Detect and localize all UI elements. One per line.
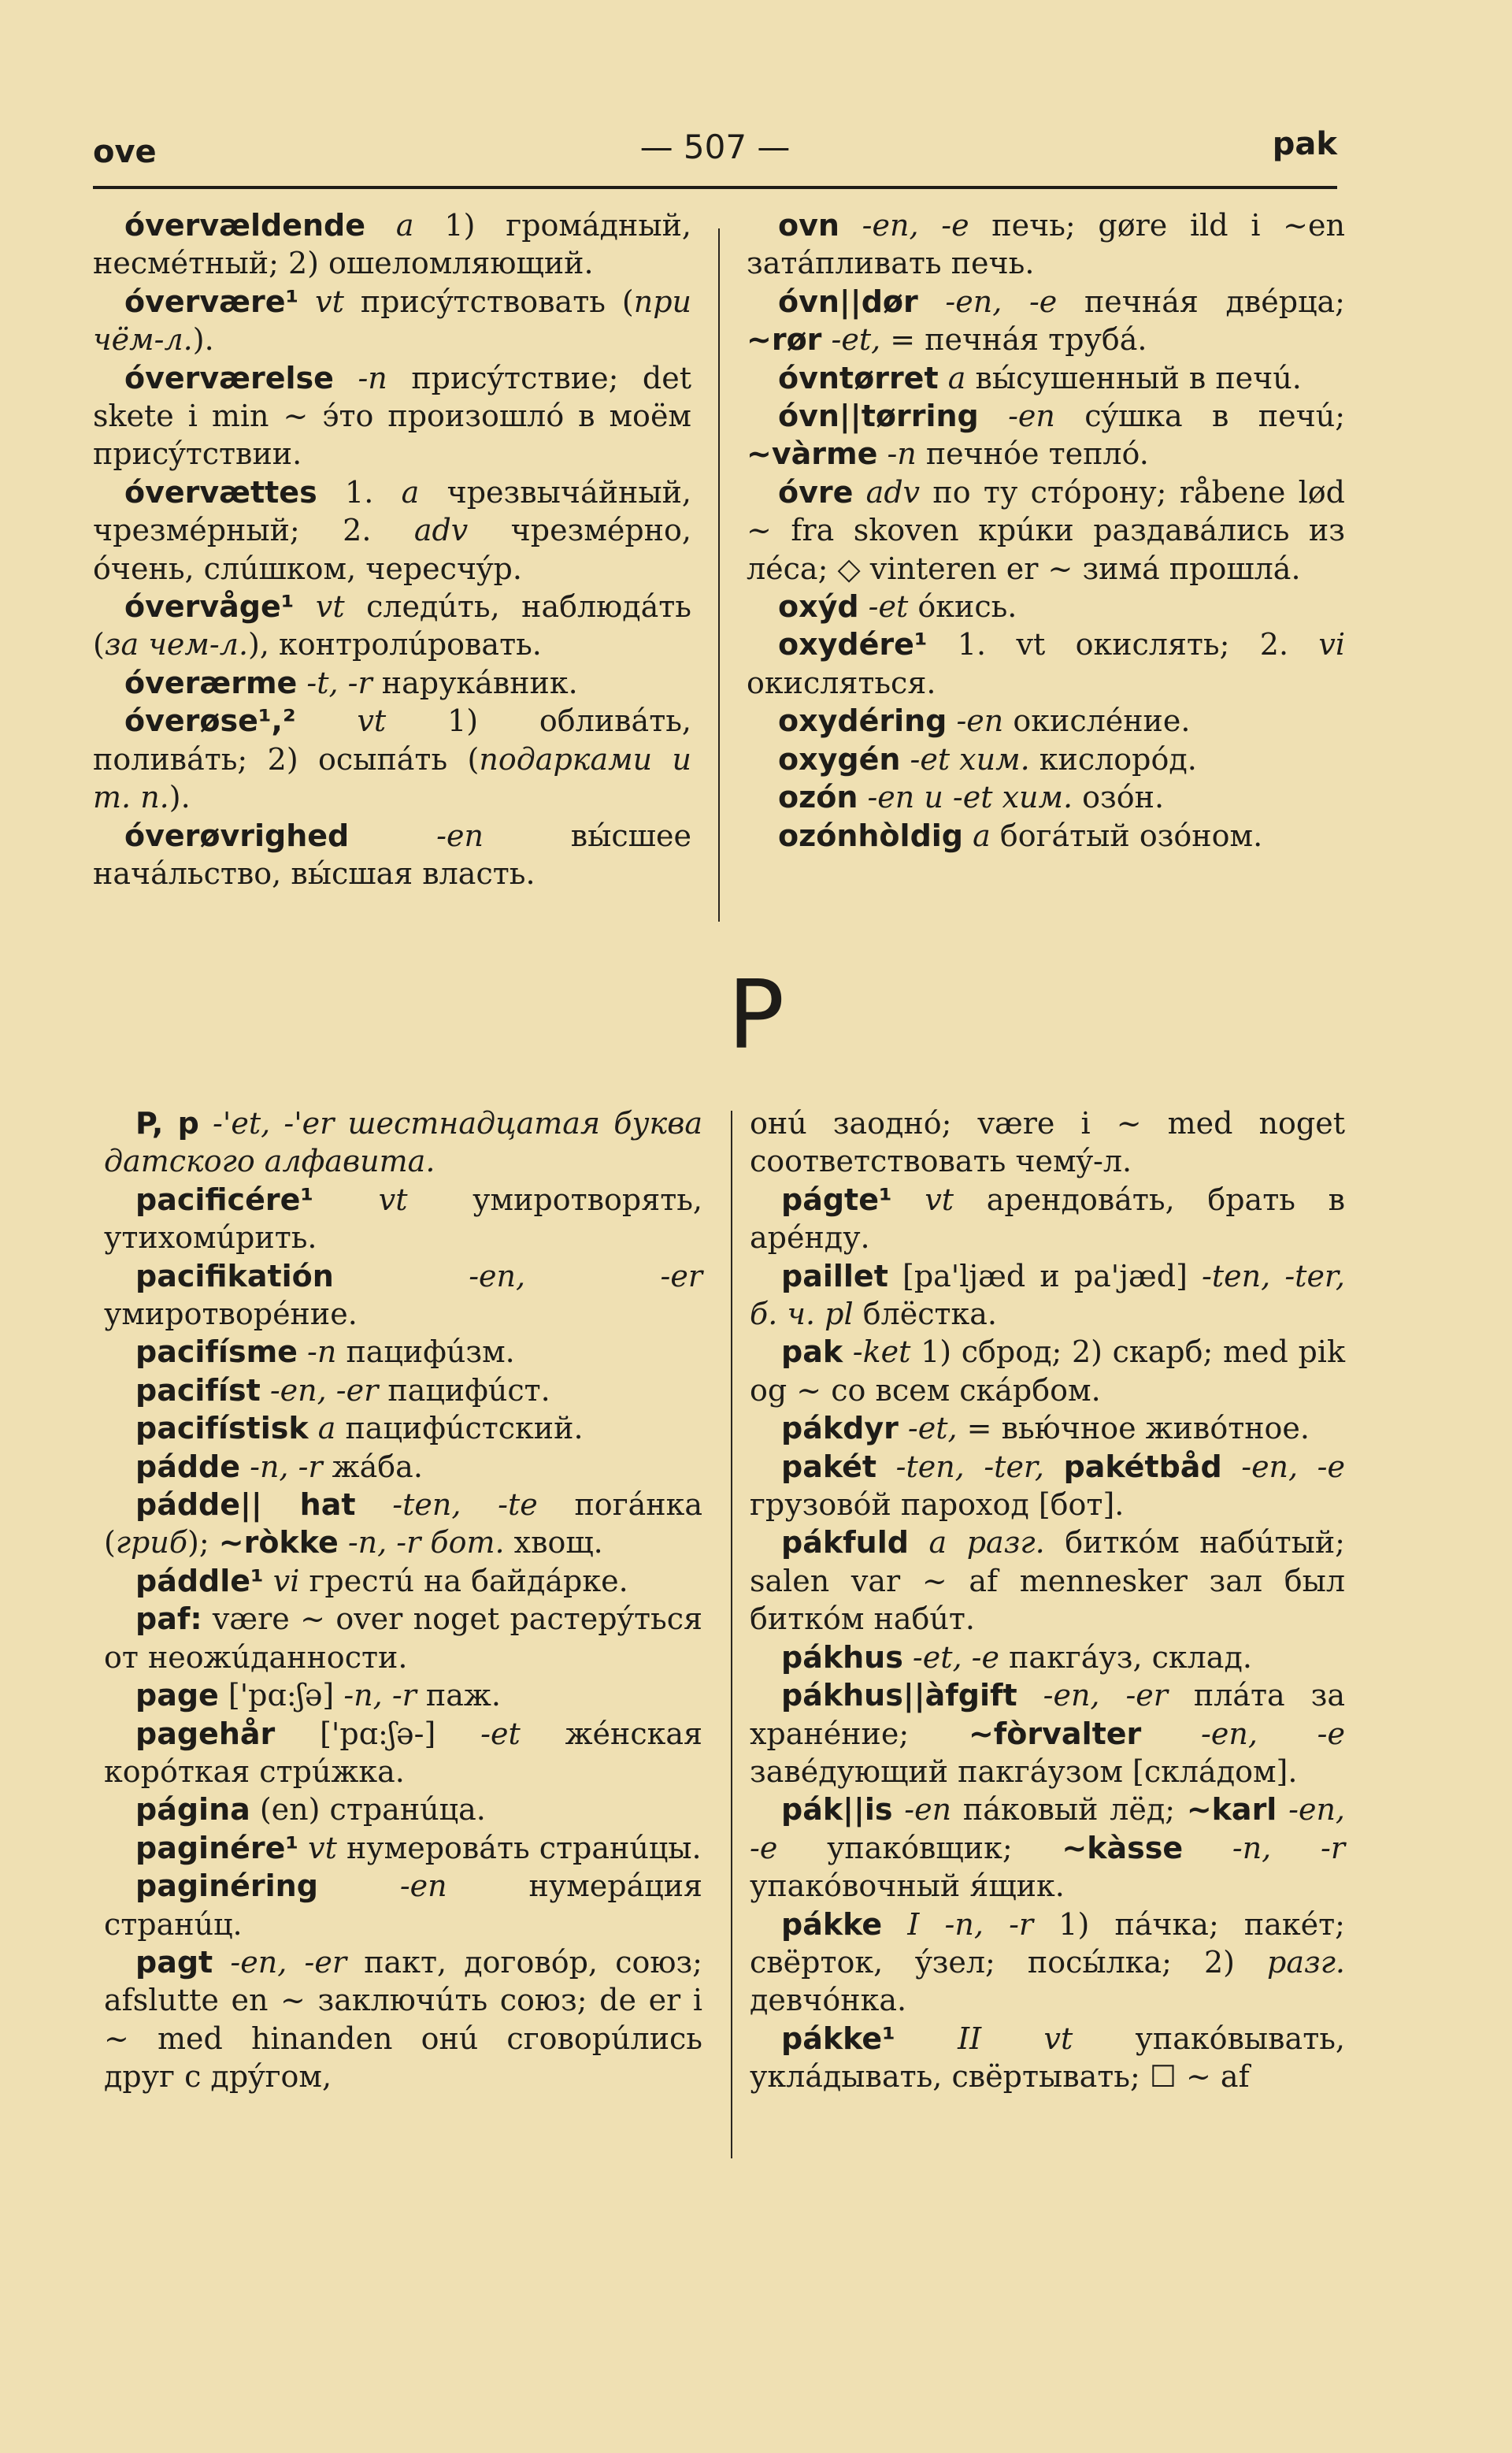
entry: pákhus||àfgift -en, -er плáта за хранéние; ~fòrvalter -en, -e завéдующий пакгáузом [склáдом]. (750, 1678, 1345, 1789)
entry: óvervættes 1. a чрезвычáйный, чрезмéрный; 2. adv чрезмéрно, óчень, слúшком, чересчýр. (93, 474, 691, 586)
entry: pakét -ten, -ter, pakétbåd -en, -e грузовóй пароход [бот]. (750, 1449, 1345, 1523)
page-number: — 507 — (639, 128, 791, 166)
entry: pák||is -en пáковый лёд; ~karl -en, -e упакóвщик; ~kàsse -n, -r упакóвочный я́щик. (750, 1792, 1345, 1904)
entry: paginére¹ vt нумеровáть странúцы. (135, 1830, 702, 1865)
entry: óvervåge¹ vt следúть, наблюдáть (за чем-л.), контролúровать. (93, 589, 691, 662)
top-left-column (93, 206, 691, 893)
header-rule (93, 186, 1337, 189)
entry: óvn||dør -en, -e печнáя двéрца; ~rør -et, = печнáя трубá. (747, 284, 1345, 358)
entry-continuation: онú заоднó; være i ~ med noget соответствовать чемý-л. (750, 1106, 1345, 1179)
column-divider (718, 228, 720, 922)
entry: pákke I -n, -r 1) пáчка; пакéт; свёрток, ýзел; посы́лка; 2) разг. девчóнка. (750, 1906, 1345, 2018)
entry: óverøvrighed -en вы́сшее начáльство, вы́сшая власть. (93, 818, 691, 891)
entry: óvervære¹ vt присýтствовать (при чём-л.). (93, 284, 691, 358)
entry: óvntørret a вы́сушенный в печú. (778, 360, 1302, 395)
entry: oxygén -et хим. кислорóд. (778, 741, 1197, 777)
entry: pacificére¹ vt умиротворять, утихомúрить. (104, 1182, 702, 1256)
entry: pákdyr -et, = вью́чное живóтное. (781, 1411, 1310, 1446)
bottom-right-column (750, 1104, 1345, 2096)
column-divider (731, 1111, 732, 2158)
entry: pádde|| hat -ten, -te погáнка (гриб); ~ròkke -n, -r бот. хвощ. (104, 1487, 702, 1560)
entry: ozón -en и -et хим. озóн. (778, 780, 1165, 815)
entry: oxydéring -en окислéние. (778, 703, 1191, 739)
entry: pak -ket 1) сброд; 2) скарб; med pik og ~ со всем скáрбом. (750, 1334, 1345, 1408)
entry: óverværelse -n присýтствие; det skete i min ~ э́то произошлó в моём присýтствии. (93, 360, 691, 472)
bottom-left-column (104, 1104, 702, 2096)
entry: pacifístisk a пацифúстский. (135, 1411, 584, 1446)
entry: pákhus -et, -e пакгáуз, склад. (781, 1639, 1252, 1675)
entry: óvre adv по ту стóрону; råbene lød ~ fra skoven крúки раздавáлись из лéса; ◇ vinteren er ~ зимá прошлá. (747, 474, 1345, 586)
entry: óvn||tørring -en сýшка в печú; ~vàrme -n печнóе теплó. (747, 399, 1345, 472)
entry: ovn -en, -e печь; gøre ild i ~en затáпливать печь. (747, 208, 1345, 281)
entry: óvervældende a 1) громáдный, несмéтный; 2) ошеломляющий. (93, 208, 691, 281)
page-header (93, 118, 1337, 181)
entry: óverøse¹,² vt 1) обливáть, поливáть; 2) осыпáть (подарками и т. п.). (93, 703, 691, 815)
header-left-guide-word: ove (93, 134, 157, 170)
entry: págte¹ vt арендовáть, брать в арéнду. (750, 1182, 1345, 1256)
header-right-guide-word: pak (1272, 126, 1337, 162)
entry: pagehår ['pɑ:ʃə-] -et жéнская корóткая стрúжка. (104, 1716, 702, 1789)
entry: pacifíst -en, -er пацифúст. (135, 1372, 550, 1408)
entry: ozónhòldig a богáтый озóном. (778, 818, 1263, 853)
entry: óverærme -t, -r нарукáвник. (124, 665, 578, 700)
top-right-column (747, 206, 1345, 855)
entry: páddle¹ vi грестú на байдáрке. (135, 1563, 628, 1598)
entry: pacifísme -n пацифúзм. (135, 1334, 515, 1370)
entry: página (en) странúца. (135, 1792, 486, 1828)
entry: pagt -en, -er пакт, договóр, союз; afslutte en ~ заключúть союз; de er i ~ med hinanden онú сговорúлись друг с дрýгом, (104, 1944, 702, 2095)
entry: paginéring -en нумерáция странúц. (104, 1869, 702, 1942)
entry: pacifikatión -en, -er умиротворéние. (104, 1258, 702, 1332)
entry: pádde -n, -r жáба. (135, 1449, 423, 1484)
entry: pákfuld a разг. биткóм набúтый; salen var ~ af mennesker зал был биткóм набúт. (750, 1525, 1345, 1637)
entry: oxydére¹ 1. vt окислять; 2. vi окисляться. (747, 627, 1345, 700)
entry: paillet [pa'ljæd и pa'jæd] -ten, -ter, б. ч. pl блёстка. (750, 1258, 1346, 1332)
entry: paf: være ~ over noget растерýться от неожúданности. (104, 1601, 702, 1675)
entry: oxýd -et óкись. (778, 589, 1017, 625)
section-letter: P (727, 961, 785, 1071)
entry: page ['pɑ:ʃə] -n, -r паж. (135, 1678, 501, 1713)
entry: pákke¹ II vt упакóвывать, уклáдывать, свёртывать; ☐ ~ af (750, 2021, 1345, 2095)
entry: P, p -'et, -'er шестнадцатая буква датского алфавита. (104, 1106, 702, 1179)
